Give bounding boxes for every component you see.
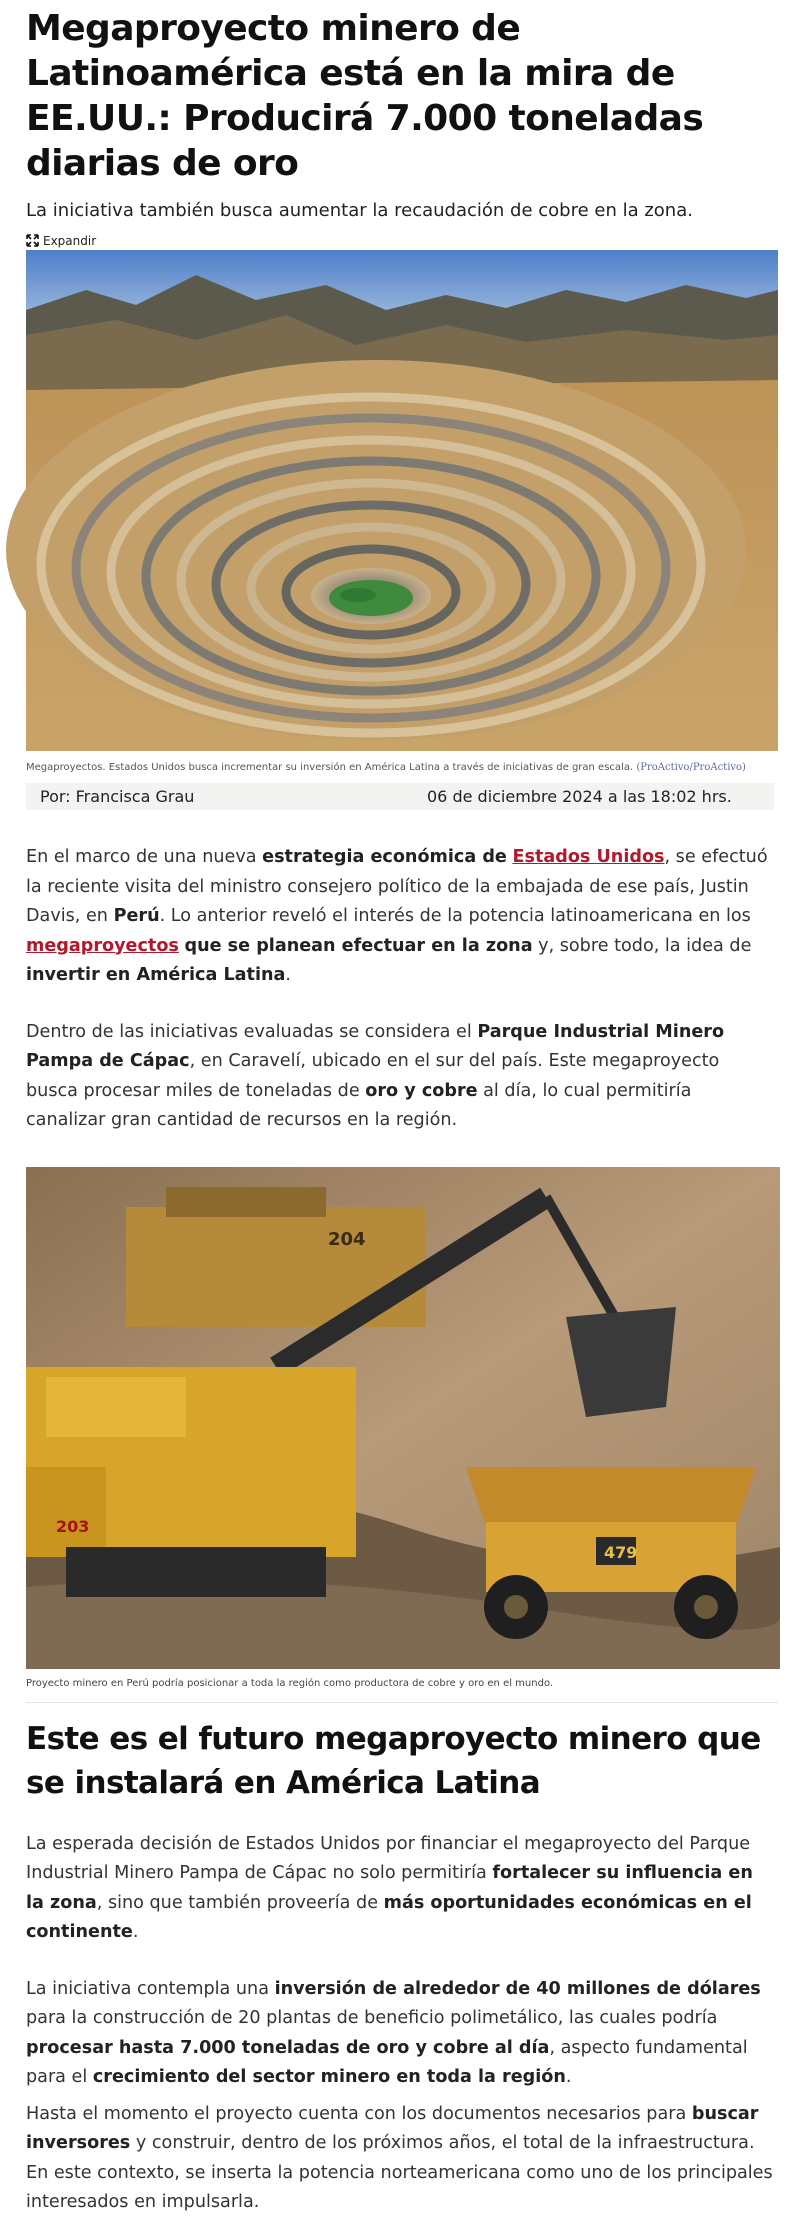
expand-icon — [26, 234, 39, 247]
paragraph-2: Dentro de las iniciativas evaluadas se considera el Parque Industrial Minero Pampa de Cápac, en Caravelí, ubicado en el sur del país. Este megaproyecto busca procesar miles de toneladas de oro y cobre al día, lo cual permitiría canalizar gran cantidad de recursos en la región. — [26, 1021, 725, 1130]
link-megaproyectos[interactable]: megaproyectos — [26, 935, 179, 956]
byline-bar — [26, 783, 774, 810]
mining-equipment-image — [26, 1167, 780, 1669]
shovel-number-right: 204 — [328, 1228, 366, 1250]
expand-button[interactable] — [26, 233, 774, 248]
hero-credit: (ProActivo/ProActivo) — [636, 762, 746, 773]
figure-2-caption: Proyecto minero en Perú podría posicionar a toda la región como productora de cobre y oro en el mundo. — [26, 1677, 554, 1689]
link-estados-unidos[interactable]: Estados Unidos — [512, 847, 665, 867]
paragraph-3: La esperada decisión de Estados Unidos por financiar el megaproyecto del Parque Industrial Minero Pampa de Cápac no solo permitiría fortalecer su influencia en la zona, sino que también proveería de más oportunidades económicas en el continente. — [26, 1833, 753, 1942]
paragraph-5: Hasta el momento el proyecto cuenta con los documentos necesarios para buscar inversores y construir, dentro de los próximos años, el total de la infraestructura. En este contexto, se inserta la potencia norteamericana como uno de los principales interesados en impulsarla. — [26, 2103, 773, 2212]
article-headline: Megaproyecto minero de Latinoamérica está en la mira de EE.UU.: Producirá 7.000 toneladas diarias de oro — [26, 8, 704, 184]
hero-caption-text: Megaproyectos. Estados Unidos busca incrementar su inversión en América Latina a través de iniciativas de gran escala. — [26, 762, 634, 773]
paragraph-4: La iniciativa contempla una inversión de alrededor de 40 millones de dólares para la construcción de 20 plantas de beneficio polimetálico, las cuales podría procesar hasta 7.000 toneladas de oro y cobre al día, aspecto fundamental para el crecimiento del sector minero en toda la región. — [26, 1978, 761, 2087]
divider — [26, 1702, 778, 1703]
publish-date: 06 de diciembre 2024 a las 18:02 hrs. — [427, 787, 732, 806]
section-heading: Este es el futuro megaproyecto minero que se instalará en América Latina — [26, 1720, 761, 1801]
paragraph-1: En el marco de una nueva estrategia económica de Estados Unidos, se efectuó la reciente visita del ministro consejero político de la embajada de ese país, Justin Davis, en Perú. Lo anterior reveló el interés de la potencia latinoamericana en los megaproyectos que se planean efectuar en la zona y, sobre todo, la idea de invertir en América Latina. — [26, 847, 768, 985]
expand-label: Expandir — [43, 233, 97, 248]
hero-image — [26, 250, 778, 751]
article-subheadline: La iniciativa también busca aumentar la recaudación de cobre en la zona. — [26, 200, 693, 221]
shovel-number-left: 203 — [56, 1516, 90, 1536]
hero-caption — [26, 761, 774, 775]
truck-number: 479 — [604, 1542, 638, 1562]
author-byline: Por: Francisca Grau — [40, 787, 195, 806]
